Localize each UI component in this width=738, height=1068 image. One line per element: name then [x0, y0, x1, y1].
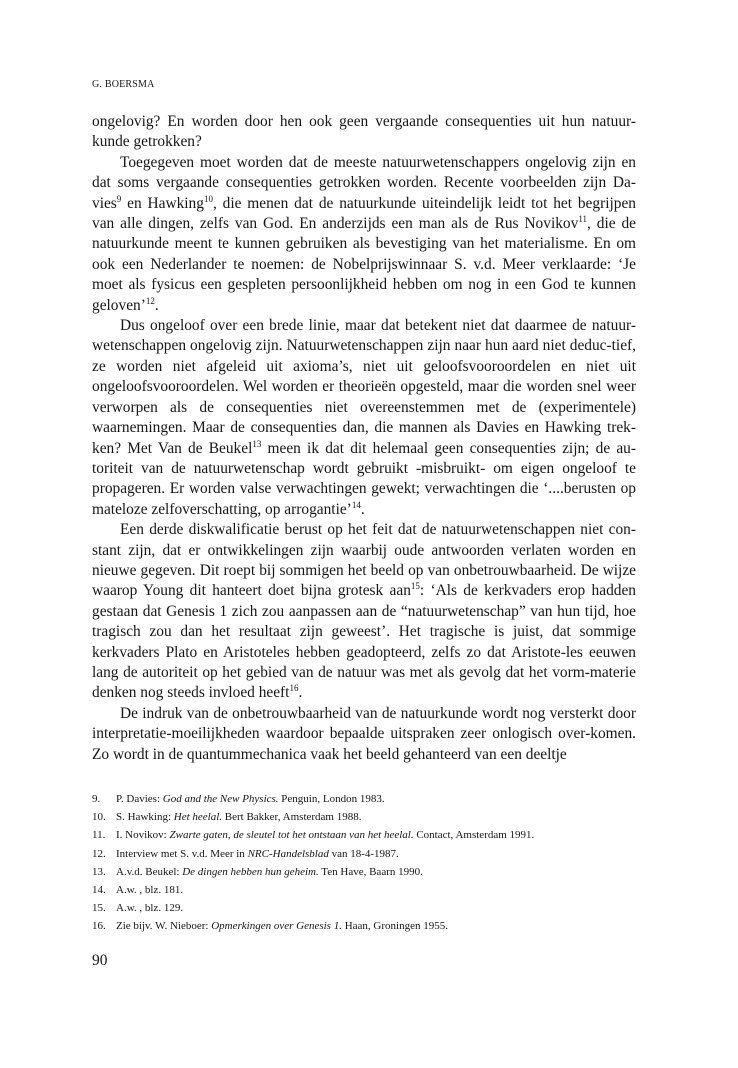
footnote-ref: 9 [116, 193, 122, 204]
paragraph [92, 520, 636, 704]
text-run: . [360, 500, 365, 518]
footnote-ref: 12 [145, 295, 155, 306]
footnote-ref: 10 [203, 193, 213, 204]
page-number: 90 [92, 952, 108, 969]
footnote-title: De dingen hebben hun geheim. [182, 865, 319, 878]
footnote-text: P. Davies: [116, 793, 163, 805]
footnote-ref: 13 [252, 438, 262, 449]
footnote-text: A.w. , blz. 129. [116, 902, 184, 915]
footnote-ref: 14 [351, 499, 361, 510]
footnote-text: Haan, Groningen 1955. [341, 920, 448, 933]
footnote-text: Contact, Amsterdam 1991. [413, 829, 535, 842]
footnote [92, 899, 652, 917]
text-run: : ‘Als de kerkvaders erop hadden gestaan dat Genesis 1 zich zou aanpassen aan de “natuurwetenschap” van hun tijd, hoe tragisch zou dan het resultaat zijn geweest’. Het tragische is juist, dat sommige kerkvaders Plato en Aristoteles hebben geadopteerd, zelfs zo dat Aristote-les eeuwen lang de autoriteit op het gebied van de natuur was met als gevolg dat het vorm-materie denken nog steeds invloed heeft [92, 582, 636, 702]
body-text [92, 112, 636, 765]
footnote-text: I. Novikov: [116, 829, 170, 842]
text-run: , die de natuurkunde meent te kunnen gebruiken als bevestiging van het materialisme. En om ook een Nederlander te noemen: de Nobelprijswinnaar S. v.d. Meer verklaarde: ‘Je moet als fysicus een gespleten persoonlijkheid hebben om nog in een God te kunnen geloven’ [92, 215, 636, 314]
footnote-text: Zie bijv. W. Nieboer: [116, 920, 212, 933]
footnote [92, 881, 652, 899]
footnote-number: 9. [92, 793, 101, 805]
text-run: ongelovig? En worden door hen ook geen vergaande consequenties uit hun natuur-kunde getrokken? [92, 113, 636, 151]
footnote-text: Bert Bakker, Amsterdam 1988. [222, 811, 362, 824]
paragraph [92, 153, 636, 316]
text-run: en Hawking [121, 194, 204, 212]
footnote-text: van 18-4-1987. [328, 847, 399, 860]
footnote-ref: 15 [410, 581, 420, 592]
footnote-text: Ten Have, Baarn 1990. [318, 865, 423, 878]
text-run: Dus ongeloof over een brede linie, maar dat betekent niet dat daarmee de natuur-wetenschappen ongelovig zijn. Natuurwetenschappen zijn naar hun aard niet deduc-tief, ze worden niet afgeleid uit axioma’s, niet uit geloofsvooroordelen en niet uit ongeloofsvooroordelen. Wel worden er theorieën opgesteld, maar die worden snel weer verworpen als de consequenties niet overeenstemmen met de (experimentele) waarnemingen. Maar de consequenties dan, die mannen als Davies en Hawking trek-ken? Met Van de Beukel [92, 317, 636, 457]
paragraph [92, 704, 636, 765]
footnotes [92, 790, 652, 936]
footnote-number: 13. [92, 865, 106, 878]
footnote-number: 11. [92, 829, 106, 842]
paragraph [92, 112, 636, 153]
paragraph [92, 316, 636, 520]
footnote-text: A.w. , blz. 181. [116, 884, 184, 897]
footnote-number: 10. [92, 811, 106, 824]
footnote-number: 15. [92, 902, 106, 915]
footnote-ref: 16 [289, 683, 299, 694]
footnote [92, 826, 652, 844]
footnote-number: 12. [92, 847, 106, 860]
footnote-title: Zwarte gaten, de sleutel tot het ontstaan van het heelal. [169, 829, 414, 842]
footnote-number: 16. [92, 920, 106, 933]
running-head: G. BOERSMA [92, 79, 155, 90]
footnote-text: A.v.d. Beukel: [116, 865, 183, 878]
footnote-title: Het heelal. [173, 811, 223, 824]
footnote-title: God and the New Physics. [162, 793, 279, 805]
footnote-number: 14. [92, 884, 106, 897]
text-run: Een derde diskwalificatie berust op het feit dat de natuurwetenschappen niet con-stant zijn, dat er ontwikkelingen zijn waarbij oude antwoorden verlaten worden en nieuwe gegeven. Dit roept bij sommigen het beeld op van onbetrouwbaarheid. De wijze waarop Young dit hanteert doet bijna grotesk aan [92, 521, 636, 600]
text-run: , die menen dat de natuurkunde uiteindelijk leidt tot het begrijpen van alle dingen, zelfs van God. En anderzijds een man als de Rus Novikov [92, 194, 636, 233]
footnote-ref: 11 [578, 214, 587, 225]
text-run: Toegegeven moet worden dat de meeste natuurwetenschappers ongelovig zijn en dat soms vergaande consequenties getrokken worden. Recente voorbeelden zijn Da-vies [92, 153, 636, 212]
footnote-title: NRC-Handelsblad [247, 847, 329, 860]
footnote [92, 917, 652, 935]
text-run: . [154, 296, 159, 314]
text-run: meen ik dat dit helemaal geen consequenties zijn; de au-toriteit van de natuurwetenschap wordt gebruikt -misbruikt- om eigen ongeloof te propageren. Er worden valse verwachtingen gewekt; verwachtingen die ‘....berusten op mateloze zelfoverschatting, op arrogantie’ [92, 439, 636, 518]
footnote-title: Opmerkingen over Genesis 1. [211, 920, 342, 933]
text-run: . [298, 684, 303, 702]
footnote-text: Penguin, London 1983. [278, 793, 385, 805]
footnote [92, 790, 652, 808]
footnote-text: S. Hawking: [116, 811, 174, 824]
footnote-text: Interview met S. v.d. Meer in [116, 847, 248, 860]
footnote [92, 808, 652, 826]
footnote [92, 863, 652, 881]
text-run: De indruk van de onbetrouwbaarheid van de natuurkunde wordt nog versterkt door interpretatie-moeilijkheden waardoor bepaalde uitspraken zeer onlogisch over-komen. Zo wordt in de quantummechanica vaak het beeld gehanteerd van een deeltje [92, 704, 636, 763]
footnote [92, 845, 652, 863]
